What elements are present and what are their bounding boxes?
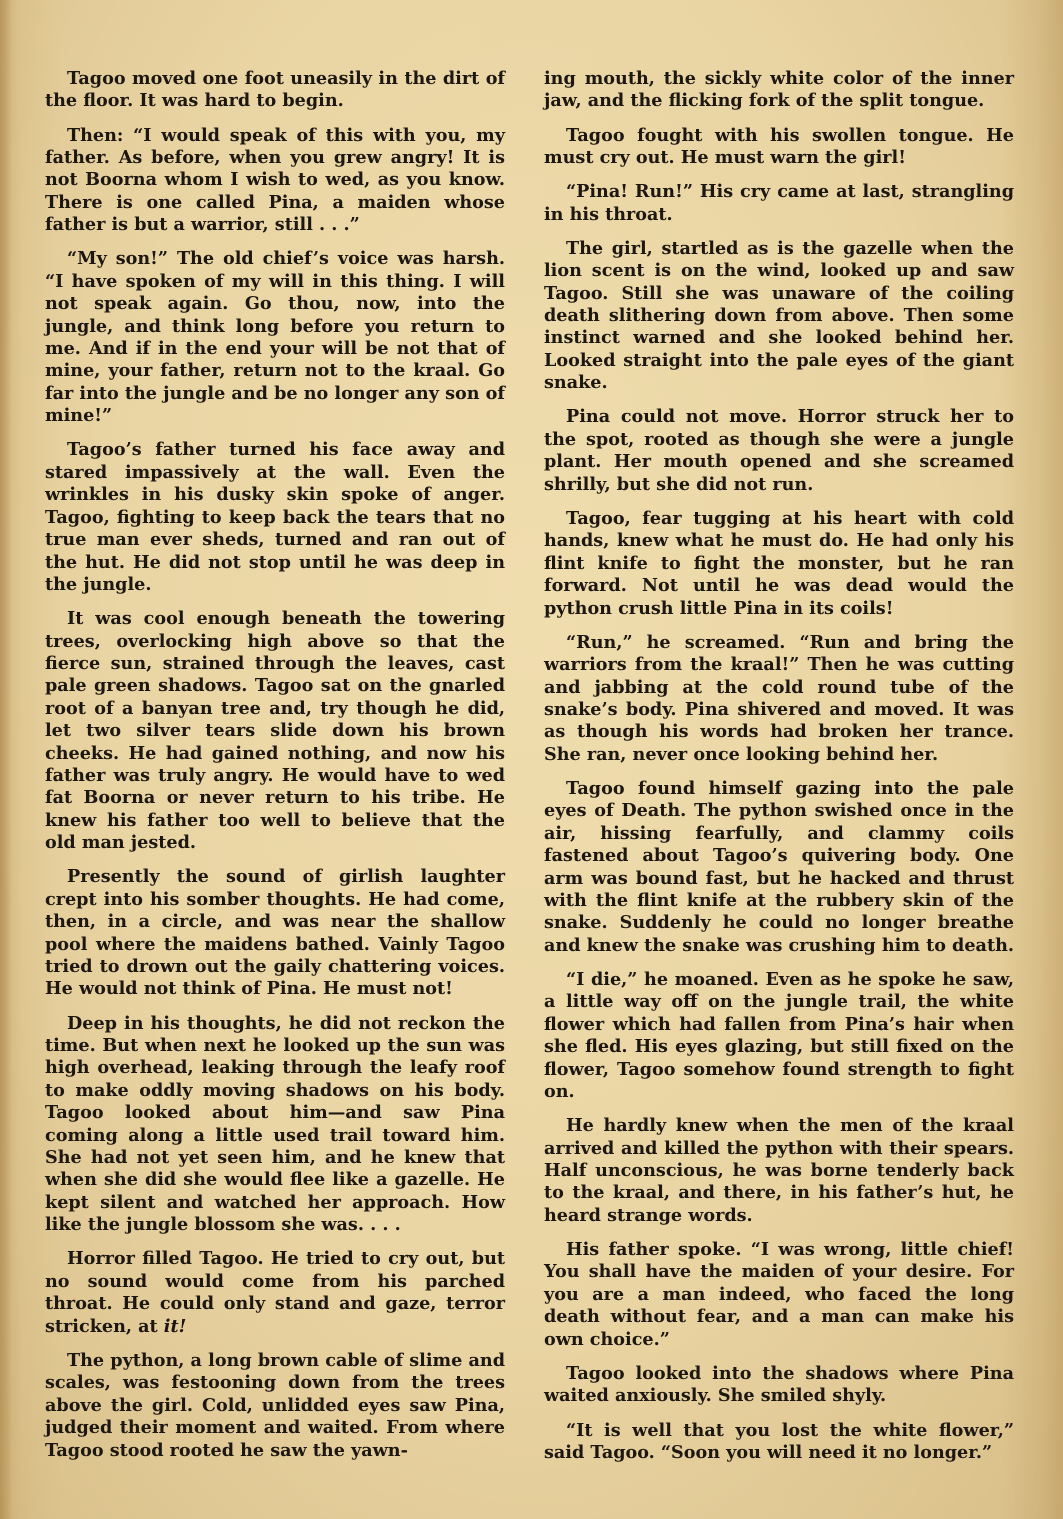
- left-text-column: [45, 68, 505, 1474]
- paragraph: Tagoo found himself gazing into the pale eyes of Death. The python swished once in the air, hissing fearfully, and clammy coils fastened about Tagoo’s quivering body. One arm was bound fast, but he hacked and thrust with the flint knife at the rubbery skin of the snake. Suddenly he could no longer breathe and knew the snake was crushing him to death.: [544, 777, 1014, 956]
- paragraph: “My son!” The old chief’s voice was harsh. “I have spoken of my will in this thing. I will not speak again. Go thou, now, into the jungle, and think long before you return to me. And if in the end your will be not that of mine, your father, return not to the kraal. Go far into the jungle and be no longer any son of mine!”: [45, 248, 505, 427]
- paragraph: Deep in his thoughts, he did not reckon the time. But when next he looked up the sun was high overhead, leaking through the leafy roof to make oddly moving shadows on his body. Tagoo looked about him—and saw Pina coming along a little used trail toward him. She had not yet seen him, and he knew that when she did she would flee like a gazelle. He kept silent and watched her approach. How like the jungle blossom she was. . . .: [45, 1012, 505, 1236]
- right-text-column: [544, 68, 1014, 1476]
- paragraph: His father spoke. “I was wrong, little chief! You shall have the maiden of your desire. For you are a man indeed, who faced the long death without fear, and a man can make his own choice.”: [544, 1239, 1014, 1350]
- paragraph: “I die,” he moaned. Even as he spoke he saw, a little way off on the jungle trail, the white flower which had fallen from Pina’s hair when she fled. His eyes glazing, but still fixed on the flower, Tagoo somehow found strength to fight on.: [544, 969, 1014, 1103]
- paragraph: Then: “I would speak of this with you, my father. As before, when you grew angry! It is not Boorna whom I wish to wed, as you know. There is one called Pina, a maiden whose father is but a warrior, still . . .”: [45, 124, 505, 236]
- paragraph: “Run,” he screamed. “Run and bring the warriors from the kraal!” Then he was cutting and jabbing at the cold round tube of the snake’s body. Pina shivered and moved. It was as though his words had broken her trance. She ran, never once looking behind her.: [544, 631, 1014, 765]
- paragraph: Tagoo looked into the shadows where Pina waited anxiously. She smiled shyly.: [544, 1362, 1014, 1407]
- paragraph: He hardly knew when the men of the kraal arrived and killed the python with their spears. Half unconscious, he was borne tenderly back to the kraal, and there, in his father’s hut, he heard strange words.: [544, 1115, 1014, 1226]
- paragraph: The girl, startled as is the gazelle when the lion scent is on the wind, looked up and saw Tagoo. Still she was unaware of the coiling death slithering down from above. Then some instinct warned and she looked behind her. Looked straight into the pale eyes of the giant snake.: [544, 237, 1014, 394]
- paragraph: “Pina! Run!” His cry came at last, strangling in his throat.: [544, 181, 1014, 225]
- paragraph: [45, 1248, 505, 1338]
- paragraph-continuation: ing mouth, the sickly white color of the inner jaw, and the flicking fork of the split tongue.: [544, 68, 1014, 112]
- paragraph: Pina could not move. Horror struck her to the spot, rooted as though she were a jungle plant. Her mouth opened and she screamed shrilly, but she did not run.: [544, 406, 1014, 495]
- paragraph: It was cool enough beneath the towering trees, overlocking high above so that the fierce sun, strained through the leaves, cast pale green shadows. Tagoo sat on the gnarled root of a banyan tree and, try though he did, let two silver tears slide down his brown cheeks. He had gained nothing, and now his father was truly angry. He would have to wed fat Boorna or never return to his tribe. He knew his father too well to believe that the old man jested.: [45, 608, 505, 854]
- paragraph: Tagoo, fear tugging at his heart with cold hands, knew what he must do. He had only his flint knife to fight the monster, but he ran forward. Not until he was dead would the python crush little Pina in its coils!: [544, 507, 1014, 619]
- emphasis-text: it!: [163, 1315, 187, 1337]
- paragraph: Tagoo moved one foot uneasily in the dirt of the floor. It was hard to begin.: [45, 68, 505, 112]
- paragraph: The python, a long brown cable of slime and scales, was festooning down from the trees above the girl. Cold, unlidded eyes saw Pina, judged their moment and waited. From where Tagoo stood rooted he saw the yawn-: [45, 1349, 505, 1461]
- paragraph: Presently the sound of girlish laughter crept into his somber thoughts. He had come, then, in a circle, and was near the shallow pool where the maidens bathed. Vainly Tagoo tried to drown out the gaily chattering voices. He would not think of Pina. He must not!: [45, 866, 505, 1000]
- paragraph: Tagoo fought with his swollen tongue. He must cry out. He must warn the girl!: [544, 124, 1014, 169]
- paragraph: Tagoo’s father turned his face away and stared impassively at the wall. Even the wrinkles in his dusky skin spoke of anger. Tagoo, fighting to keep back the tears that no true man ever sheds, turned and ran out of the hut. He did not stop until he was deep in the jungle.: [45, 439, 505, 595]
- paragraph-text: Horror filled Tagoo. He tried to cry out, but no sound would come from his parched throat. He could only stand and gaze, terror stricken, at: [45, 1248, 505, 1337]
- paragraph: “It is well that you lost the white flower,” said Tagoo. “Soon you will need it no longer.”: [544, 1419, 1014, 1463]
